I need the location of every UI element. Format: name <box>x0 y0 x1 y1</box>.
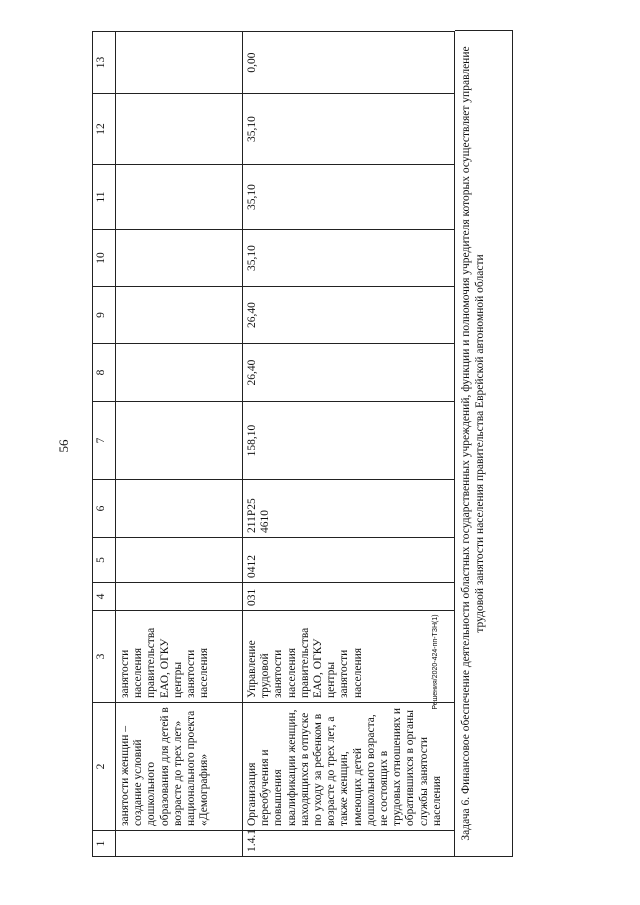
column-number: 12 <box>93 94 116 165</box>
cell-value <box>116 583 243 611</box>
cell-value <box>116 165 243 230</box>
cell-activity: занятости женщин – создание условий дошкольного образования для детей в возрасте до трех лет» национального проекта «Демография» <box>116 703 243 831</box>
column-number: 10 <box>93 230 116 287</box>
cell-item-number <box>116 831 243 857</box>
column-number: 3 <box>93 611 116 703</box>
cell-executor: Управление трудовой занятости населения правительства ЕАО, ОГКУ центры занятости населения <box>243 611 455 703</box>
cell-value <box>116 94 243 165</box>
document-id: Решения/2020-424-пп-ТЗН(1) <box>432 614 439 710</box>
column-number: 6 <box>93 480 116 538</box>
column-number: 8 <box>93 344 116 402</box>
cell-value <box>116 230 243 287</box>
cell-value: 211Р25 4610 <box>243 480 455 538</box>
column-number: 1 <box>93 831 116 857</box>
column-number: 2 <box>93 703 116 831</box>
cell-value <box>116 402 243 480</box>
column-number: 11 <box>93 165 116 230</box>
budget-table <box>92 31 455 857</box>
column-number: 13 <box>93 32 116 94</box>
cell-item-number: 1.4.1 <box>243 831 455 857</box>
cell-value: 031 <box>243 583 455 611</box>
column-number: 9 <box>93 287 116 344</box>
task-row: Задача 6. Финансовое обеспечение деятельности областных государственных учреждений, функции и полномочия учредителя которых осуществляет управление трудовой занятости населения правительства Еврейской автономной области <box>455 30 513 857</box>
cell-activity: Организация переобучения и повышения квалификации женщин, находящихся в отпуске по уходу за ребенком в возрасте до трех лет, а также женщин, имеющих детей дошкольного возраста, не состоящих в трудовых отношениях и обратившихся в органы службы занятости населения <box>243 703 455 831</box>
page-number: 56 <box>56 439 71 453</box>
cell-executor: занятости населения правительства ЕАО, ОГКУ центры занятости населения <box>116 611 243 703</box>
cell-value: 35,10 <box>243 165 455 230</box>
column-number: 5 <box>93 538 116 583</box>
column-number: 4 <box>93 583 116 611</box>
table-row <box>116 32 243 857</box>
rotated-table-container <box>92 32 539 857</box>
cell-value: 26,40 <box>243 344 455 402</box>
cell-value <box>116 32 243 94</box>
cell-value: 26,40 <box>243 287 455 344</box>
cell-value <box>116 344 243 402</box>
cell-value: 0,00 <box>243 32 455 94</box>
table-row <box>243 32 455 857</box>
column-number-row <box>93 32 116 857</box>
cell-value <box>116 480 243 538</box>
cell-value: 158,10 <box>243 402 455 480</box>
cell-value: 35,10 <box>243 94 455 165</box>
cell-value <box>116 287 243 344</box>
cell-value: 0412 <box>243 538 455 583</box>
column-number: 7 <box>93 402 116 480</box>
cell-value: 35,10 <box>243 230 455 287</box>
cell-value <box>116 538 243 583</box>
